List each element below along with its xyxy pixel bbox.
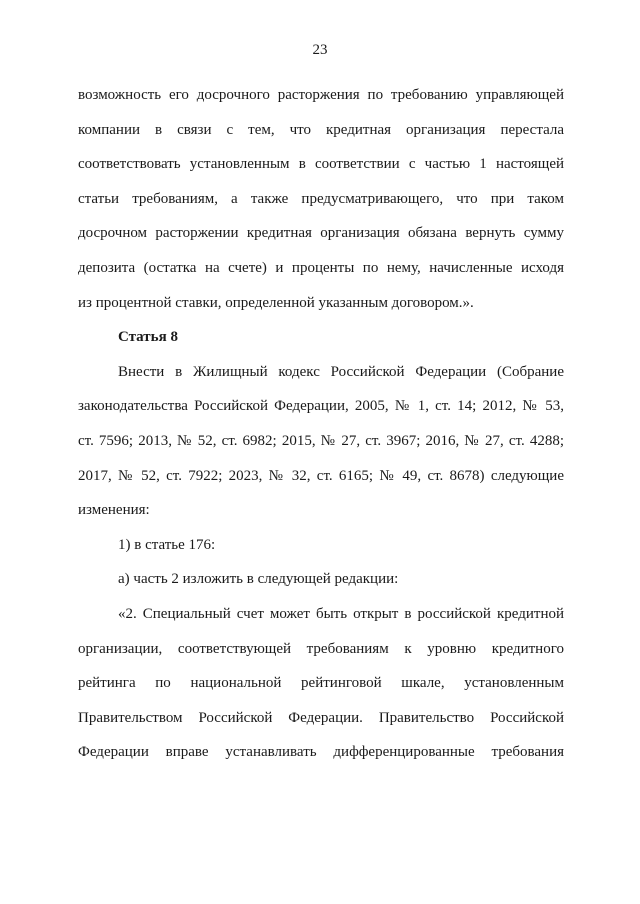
text-line: организации, соответствующей требованиям к уровню кредитного xyxy=(78,640,564,657)
text-line: возможность его досрочного расторжения по требованию управляющей xyxy=(78,87,564,103)
text-line: соответствовать установленным в соответствии с частью 1 настоящей xyxy=(78,156,564,173)
text-line: досрочном расторжении кредитная организация обязана вернуть сумму xyxy=(78,225,564,242)
paragraph-continuation xyxy=(78,78,564,320)
text-line: компании в связи с тем, что кредитная организация перестала xyxy=(78,121,564,138)
text-line: Правительством Российской Федерации. Правительство Российской xyxy=(78,709,564,726)
text-line: статьи требованиям, а также предусматривающего, что при таком xyxy=(78,190,564,207)
text-line: 2017, № 52, ст. 7922; 2023, № 32, ст. 6165; № 49, ст. 8678) следующие xyxy=(78,467,564,484)
text-line: Внести в Жилищный кодекс Российской Федерации (Собрание xyxy=(118,363,564,380)
text-line: рейтинга по национальной рейтинговой шкале, установленным xyxy=(78,675,564,692)
document-body xyxy=(78,78,564,770)
article-heading: Статья 8 xyxy=(118,329,178,346)
paragraph-amendment-intro xyxy=(78,355,564,528)
text-line: Федерации вправе устанавливать дифференцированные требования xyxy=(78,744,564,761)
list-item-article-176: 1) в статье 176: xyxy=(118,536,216,553)
text-line: из процентной ставки, определенной указанным договором.». xyxy=(78,294,474,311)
text-line: законодательства Российской Федерации, 2005, № 1, ст. 14; 2012, № 53, xyxy=(78,398,564,415)
text-line: «2. Специальный счет может быть открыт в российской кредитной xyxy=(118,605,564,622)
paragraph-quoted-text xyxy=(78,597,564,770)
list-item-part-2: а) часть 2 изложить в следующей редакции: xyxy=(118,571,399,588)
text-line: депозита (остатка на счете) и проценты по нему, начисленные исходя xyxy=(78,259,564,276)
text-line: изменения: xyxy=(78,502,150,519)
page-number: 23 xyxy=(312,42,328,58)
text-line: ст. 7596; 2013, № 52, ст. 6982; 2015, № 27, ст. 3967; 2016, № 27, ст. 4288; xyxy=(78,432,564,449)
